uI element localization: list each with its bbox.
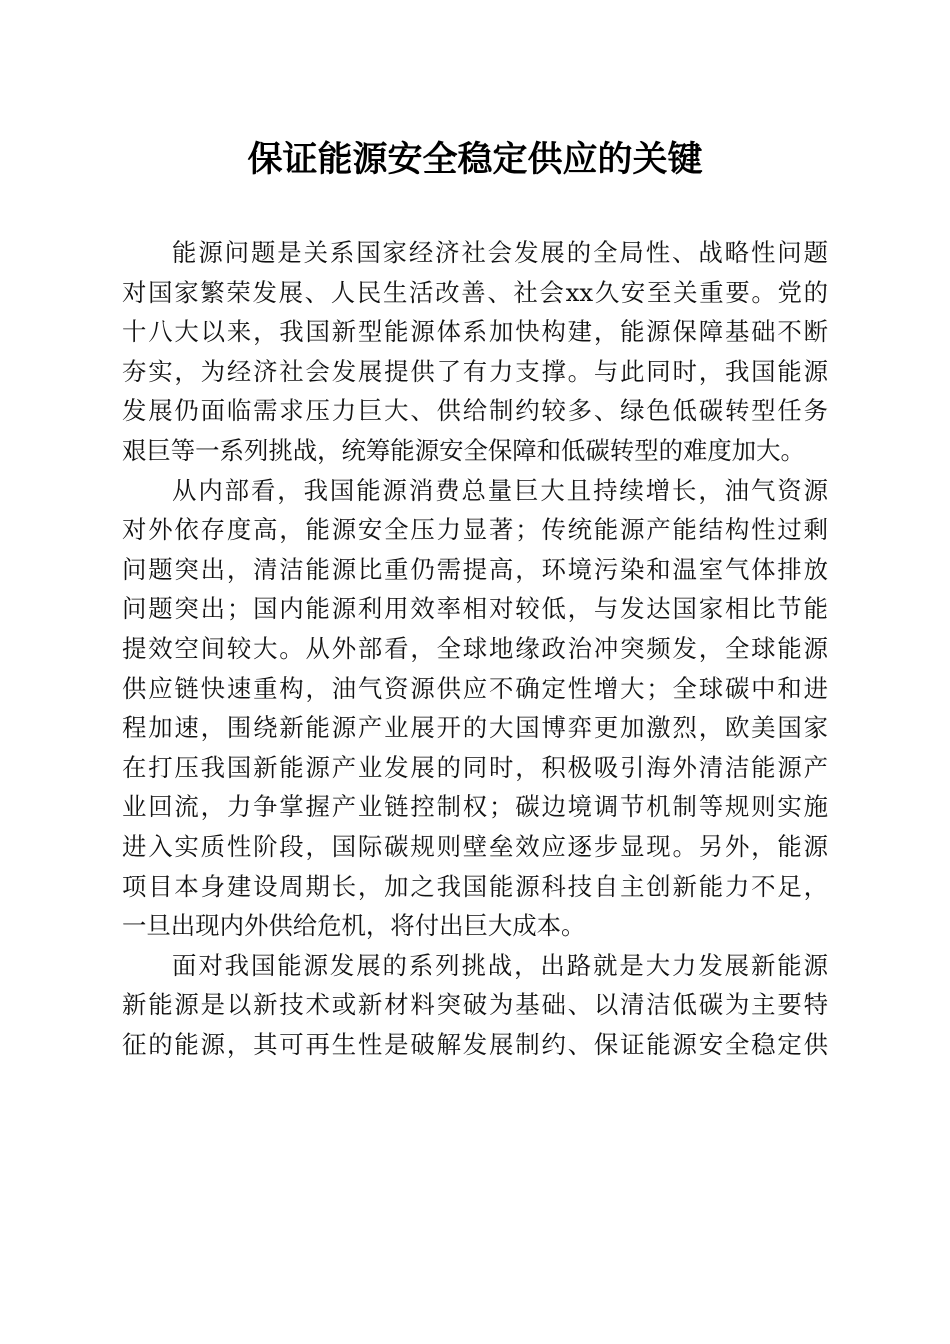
text-line: 进入实质性阶段，国际碳规则壁垒效应逐步显现。另外，能源 [122,831,828,861]
text-line: 项目本身建设周期长，加之我国能源科技自主创新能力不足， [122,871,828,901]
text-line: 问题突出，清洁能源比重仍需提高，环境污染和温室气体排放 [122,554,828,584]
text-line: 发展仍面临需求压力巨大、供给制约较多、绿色低碳转型任务 [122,396,828,426]
text-line: 从内部看，我国能源消费总量巨大且持续增长，油气资源 [172,475,828,505]
text-line: 对国家繁荣发展、人民生活改善、社会xx久安至关重要。党的 [122,277,828,307]
text-line: 面对我国能源发展的系列挑战，出路就是大力发展新能源 [172,950,828,980]
text-line: 对外依存度高，能源安全压力显著；传统能源产能结构性过剩 [122,515,828,545]
text-line: 能源问题是关系国家经济社会发展的全局性、战略性问题 [172,238,828,267]
document-body [122,233,828,1064]
text-line: 艰巨等一系列挑战，统筹能源安全保障和低碳转型的难度加大。 [122,435,805,465]
text-line: 提效空间较大。从外部看，全球地缘政治冲突频发，全球能源 [122,633,828,663]
text-line: 问题突出；国内能源利用效率相对较低，与发达国家相比节能 [122,594,828,624]
text-line: 征的能源，其可再生性是破解发展制约、保证能源安全稳定供 [122,1029,828,1059]
text-line: 业回流，力争掌握产业链控制权；碳边境调节机制等规则实施 [122,792,828,822]
text-line: 夯实，为经济社会发展提供了有力支撑。与此同时，我国能源 [122,356,828,386]
text-line: 程加速，围绕新能源产业展开的大国博弈更加激烈，欧美国家 [122,713,828,743]
text-line: 供应链快速重构，油气资源供应不确定性增大；全球碳中和进 [122,673,828,703]
text-line: 一旦出现内外供给危机，将付出巨大成本。 [122,911,586,941]
document-title: 保证能源安全稳定供应的关键 [247,139,703,180]
text-line: 在打压我国新能源产业发展的同时，积极吸引海外清洁能源产 [122,752,828,782]
text-line: 新能源是以新技术或新材料突破为基础、以清洁低碳为主要特 [122,990,828,1020]
text-line: 十八大以来，我国新型能源体系加快构建，能源保障基础不断 [122,317,828,347]
